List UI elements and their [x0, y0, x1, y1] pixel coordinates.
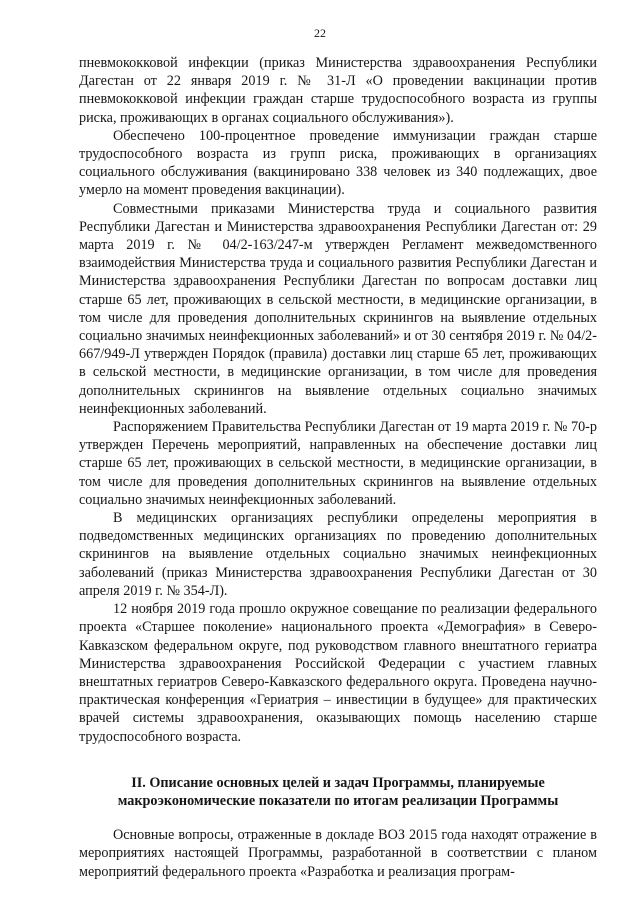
paragraph-who-report: Основные вопросы, отраженные в докладе ВОЗ 2015 года находят отражение в мероприятиях настоящей Программы, разработанной в соответствии с планом мероприятий федерального проекта «Разработка и реализация програм-	[79, 827, 597, 880]
section-heading-line-1: II. Описание основных целей и задач Программы, планируемые	[131, 774, 545, 791]
paragraph-district-meeting: 12 ноября 2019 года прошло окружное совещание по реализации федерального проекта «Старшее поколение» национального проекта «Демография» в Северо-Кавказском федеральном округе, под руководством главного внештатного гериатра Министерства здравоохранения Российской Федерации с участием главных внештатных гериатров Северо-Кавказского федерального округа. Проведена научно-практическая конференция «Гериатрия – инвестиции в будущее» для практических врачей системы здравоохранения, оказывающих помощь населению старше трудоспособного возраста.	[79, 601, 597, 745]
document-body	[79, 54, 597, 881]
paragraph-pneumococcal-continuation: пневмококковой инфекции (приказ Министерства здравоохранения Республики Дагестан от 22 января 2019 г. № 31-Л «О проведении вакцинации против пневмококковой инфекции граждан старше трудоспособного возраста из группы риска, проживающих в органах социального обслуживания»).	[79, 55, 597, 126]
page-number: 22	[314, 26, 326, 40]
paragraph-medical-organizations: В медицинских организациях республики определены мероприятия в подведомственных медицинских организациях по проведению дополнительных скринингов на выявление отдельных социально значимых неинфекционных заболеваний (приказ Министерства здравоохранения Республики Дагестан от 30 апреля 2019 г. № 354-Л).	[79, 510, 597, 599]
section-heading	[79, 774, 597, 810]
paragraph-joint-orders: Совместными приказами Министерства труда и социального развития Республики Дагестан и Министерства здравоохранения Республики Дагестан от: 29 марта 2019 г. № 04/2-163/247-м утвержден Регламент межведомственного взаимодействия Министерства труда и социального развития Республики Дагестан и Министерства здравоохранения Республики Дагестан по вопросам доставки лиц старше 65 лет, проживающих в сельской местности, в медицинские организации, в том числе для проведения дополнительных скринингов на выявление отдельных социально значимых неинфекционных заболеваний» и от 30 сентября 2019 г. № 04/2-667/949-Л утвержден Порядок (правила) доставки лиц старше 65 лет, проживающих в сельской местности, в медицинские организации, в том числе для проведения дополнительных скринингов на выявление отдельных социально значимых неинфекционных заболеваний.	[79, 200, 597, 417]
section-heading-line-2: макроэкономические показатели по итогам реализации Программы	[117, 792, 559, 809]
paragraph-immunization: Обеспечено 100-процентное проведение иммунизации граждан старше трудоспособного возраста из групп риска, проживающих в организациях социального обслуживания (вакцинировано 338 человек из 340 подлежащих, двое умерло на момент проведения вакцинации).	[79, 127, 597, 199]
paragraph-government-order: Распоряжением Правительства Республики Дагестан от 19 марта 2019 г. № 70-р утвержден Перечень мероприятий, направленных на обеспечение доставки лиц старше 65 лет, проживающих в сельской местности, в медицинские организации, в том числе для проведения дополнительных скринингов на выявление отдельных социально значимых неинфекционных заболеваний.	[79, 419, 597, 508]
